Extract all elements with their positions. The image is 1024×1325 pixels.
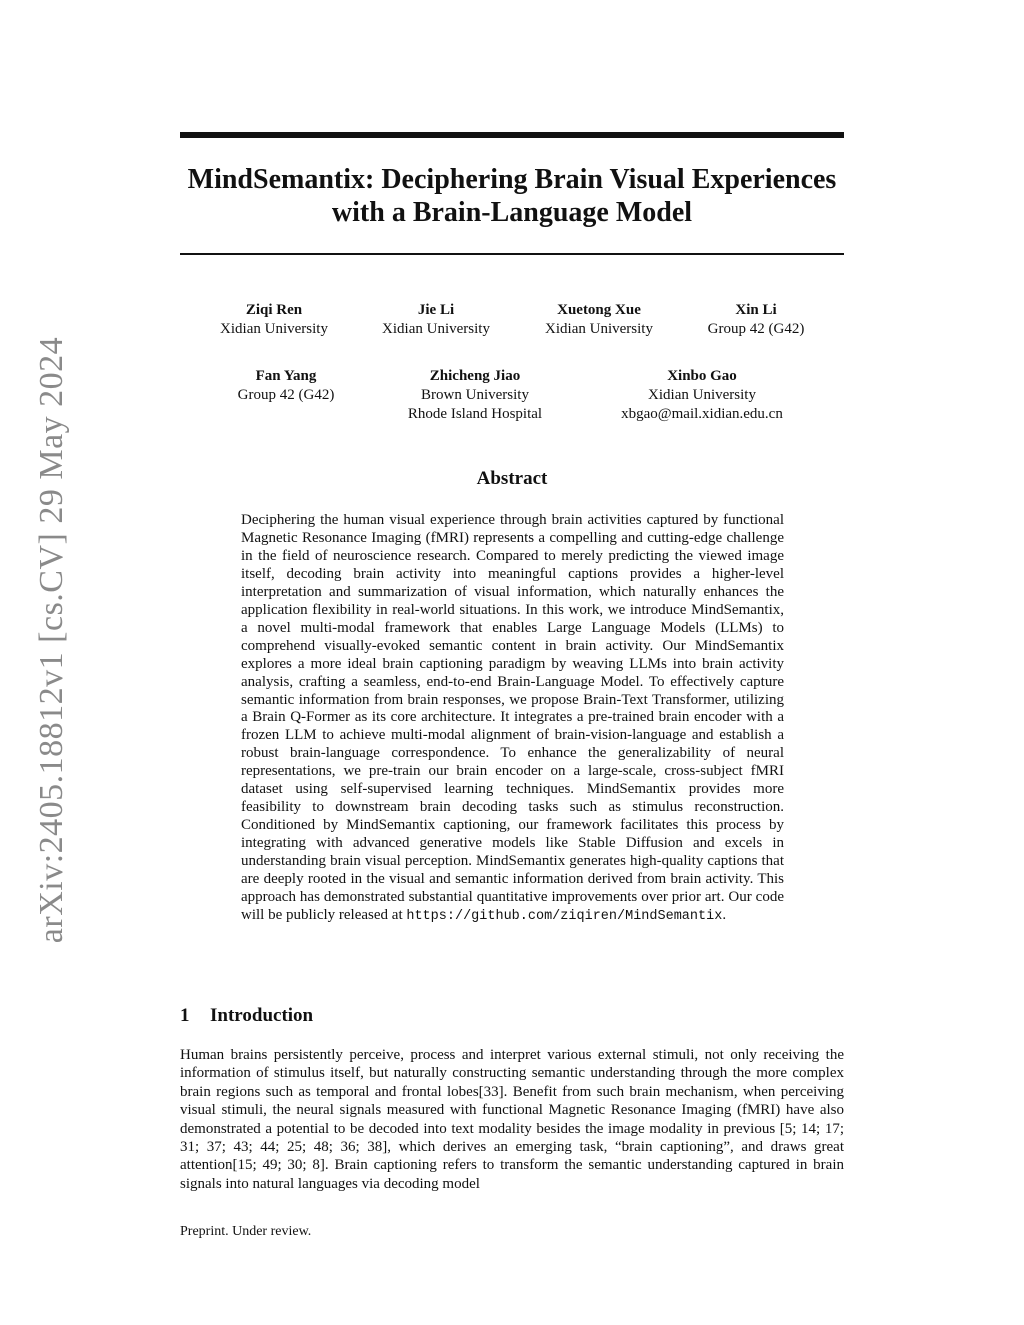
section-title: Introduction: [210, 1005, 314, 1026]
author-affiliation: Group 42 (G42): [237, 387, 335, 403]
author-affiliation: Xidian University: [648, 387, 756, 403]
author-name: Ziqi Ren: [245, 302, 303, 318]
author-affiliation-secondary: Rhode Island Hospital: [407, 406, 543, 422]
author-block: [382, 301, 490, 339]
introduction-text: Human brains persistently perceive, process and interpret various external stimuli, not only receiving the information of stimulus itself, but naturally constructing semantic understanding through the more complex brain regions such as temporal and frontal lobes[33]. Benefit from such brain mechanism, when perceiving visual stimuli, the neural signals measured with functional Magnetic Resonance Imaging (fMRI) have also demonstrated a potential to be decoded into text modality besides the image modality in previous [5; 14; 17; 31; 37; 43; 44; 25; 48; 36; 38], which derives an emerging task, “brain captioning”, and draws great attention[15; 49; 30; 8]. Brain captioning refers to transform the semantic understanding captured in brain signals into natural languages via decoding model: [180, 1047, 844, 1192]
author-block: [238, 367, 335, 405]
title-rule-bottom: [180, 253, 844, 255]
abstract-text: [241, 512, 784, 926]
author-block: [545, 301, 653, 339]
section-number: 1: [180, 1005, 190, 1026]
abstract-end: .: [722, 906, 727, 923]
author-block: [220, 301, 328, 339]
author-name: Zhicheng Jiao: [429, 368, 521, 384]
author-affiliation: Group 42 (G42): [707, 321, 805, 337]
author-affiliation: Xidian University: [382, 321, 490, 337]
section-heading-introduction: [180, 1005, 313, 1027]
arxiv-identifier: arXiv:2405.18812v1 [cs.CV] 29 May 2024: [33, 336, 70, 944]
author-name: Xinbo Gao: [667, 368, 737, 384]
abstract-heading: Abstract: [476, 468, 548, 489]
title-rule-top: [180, 132, 844, 138]
author-email[interactable]: xbgao@mail.xidian.edu.cn: [621, 406, 783, 422]
author-affiliation: Xidian University: [220, 321, 328, 337]
author-name: Xin Li: [735, 302, 777, 318]
abstract-body-text: Deciphering the human visual experience through brain activities captured by functional Magnetic Resonance Imaging (fMRI) represents a compelling and cutting-edge challenge in the field of neuroscience research. Compared to merely predicting the viewed image itself, decoding brain activity into meaningful captions provides a higher-level interpretation and summarization of visual information, which naturally enhances the application flexibility in real-world situations. In this work, we introduce MindSemantix, a novel multi-modal framework that enables Large Language Models (LLMs) to comprehend visually-evoked semantic content in brain activity. Our MindSemantix explores a more ideal brain captioning paradigm by weaving LLMs into brain activity analysis, crafting a seamless, end-to-end Brain-Language Model. To effectively capture semantic information from brain responses, we propose Brain-Text Transformer, utilizing a Brain Q-Former as its core architecture. It integrates a pre-trained brain encoder with a frozen LLM to achieve multi-modal alignment of brain-vision-language and establish a robust brain-language correspondence. To enhance the generalizability of neural representations, we pre-train our brain encoder on a large-scale, cross-subject fMRI dataset using self-supervised learning techniques. MindSemantix provides more feasibility to downstream brain decoding tasks such as stimulus reconstruction. Conditioned by MindSemantix captioning, our framework facilitates this process by integrating with advanced generative models like Stable Diffusion and excels in understanding brain visual perception. MindSemantix generates high-quality captions that are deeply rooted in the visual and semantic information derived from brain activity. This approach has demonstrated substantial quantitative improvements over prior art. Our code will be publicly released at: [241, 512, 784, 923]
preprint-footnote: Preprint. Under review.: [180, 1224, 312, 1239]
author-affiliation: Xidian University: [545, 321, 653, 337]
author-name: Jie Li: [417, 302, 455, 318]
author-block: [621, 367, 783, 424]
author-block: [408, 367, 542, 424]
code-url-link[interactable]: https://github.com/ziqiren/MindSemantix: [406, 908, 723, 924]
author-affiliation: Brown University: [421, 387, 529, 403]
paper-title: MindSemantix: Deciphering Brain Visual Experiences with a Brain-Language Model: [187, 164, 837, 228]
author-name: Fan Yang: [255, 368, 317, 384]
author-name: Xuetong Xue: [557, 302, 641, 318]
author-block: [708, 301, 805, 339]
